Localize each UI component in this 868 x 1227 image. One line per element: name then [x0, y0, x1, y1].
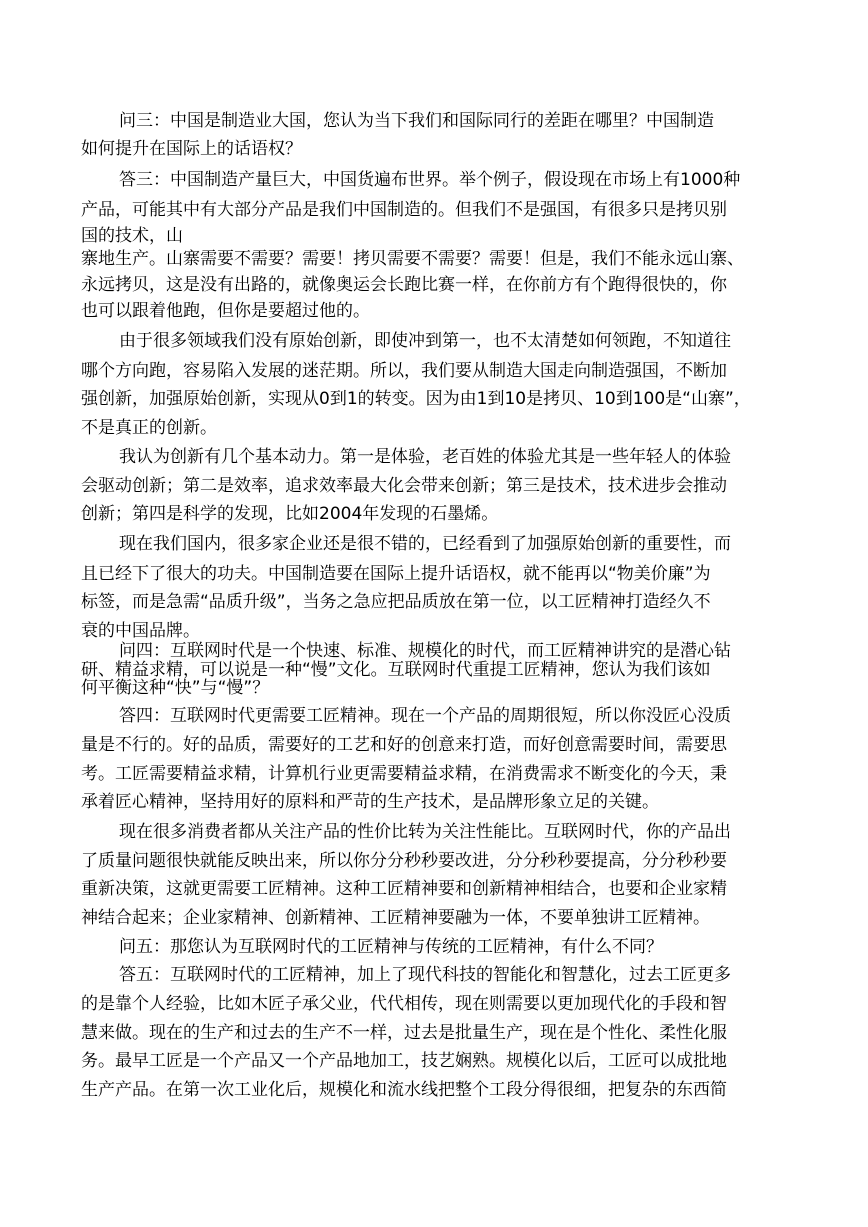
text-line: 答四：互联网时代更需要工匠精神。现在一个产品的周期很短，所以你没匠心没质	[119, 706, 731, 726]
text-line: 由于很多领域我们没有原始创新，即使冲到第一，也不太清楚如何领跑，不知道往	[119, 331, 731, 351]
text-line: 创新；第四是科学的发现，比如2004年发现的石墨烯。	[81, 504, 499, 524]
text-line: 衰的中国品牌。	[81, 621, 200, 641]
text-line: 如何提升在国际上的话语权？	[81, 139, 302, 159]
text-line: 产品，可能其中有大部分产品是我们中国制造的。但我们不是强国，有很多只是拷贝别	[81, 200, 727, 220]
text-line: 了质量问题很快就能反映出来，所以你分分秒秒要改进，分分秒秒要提高，分分秒秒要	[81, 851, 727, 871]
text-line: 也可以跟着他跑，但你是要超过他的。	[81, 301, 370, 321]
text-line: 考。工匠需要精益求精，计算机行业更需要精益求精，在消费需求不断变化的今天，秉	[81, 764, 727, 784]
text-line: 答五：互联网时代的工匠精神，加上了现代科技的智能化和智慧化，过去工匠更多	[119, 965, 731, 985]
text-line: 生产产品。在第一次工业化后，规模化和流水线把整个工段分得很细，把复杂的东西简	[81, 1080, 727, 1100]
text-line: 国的技术，山	[81, 226, 183, 246]
text-line: 量是不行的。好的品质，需要好的工艺和好的创意来打造，而好创意需要时间，需要思	[81, 735, 727, 755]
text-line: 强创新，加强原始创新，实现从0到1的转变。因为由1到10是拷贝、10到100是“山寨”，	[81, 389, 751, 409]
text-line: 现在很多消费者都从关注产品的性价比转为关注性能比。互联网时代，你的产品出	[119, 822, 731, 842]
text-line: 我认为创新有几个基本动力。第一是体验，老百姓的体验尤其是一些年轻人的体验	[119, 447, 731, 467]
text-line: 问四：互联网时代是一个快速、标准、规模化的时代，而工匠精神讲究的是潜心钻	[119, 641, 731, 661]
text-line: 承着匠心精神，坚持用好的原料和严苛的生产技术，是品牌形象立足的关键。	[81, 792, 659, 812]
text-line: 神结合起来；企业家精神、创新精神、工匠精神要融为一体，不要单独讲工匠精神。	[81, 908, 710, 928]
text-line: 现在我们国内，很多家企业还是很不错的，已经看到了加强原始创新的重要性，而	[119, 534, 731, 554]
text-line: 问三：中国是制造业大国，您认为当下我们和国际同行的差距在哪里？中国制造	[119, 111, 714, 131]
text-line: 何平衡这种“快”与“慢”？	[81, 678, 270, 698]
text-line: 研、精益求精，可以说是一种“慢”文化。互联网时代重提工匠精神，您认为我们该如	[81, 660, 711, 680]
text-line: 标签，而是急需“品质升级”，当务之急应把品质放在第一位，以工匠精神打造经久不	[81, 592, 711, 612]
text-line: 慧来做。现在的生产和过去的生产不一样，过去是批量生产，现在是个性化、柔性化服	[81, 1023, 727, 1043]
text-line: 答三：中国制造产量巨大，中国货遍布世界。举个例子，假设现在市场上有1000种	[119, 170, 741, 190]
text-line: 哪个方向跑，容易陷入发展的迷茫期。所以，我们要从制造大国走向制造强国，不断加	[81, 361, 727, 381]
text-line: 永远拷贝，这是没有出路的，就像奥运会长跑比赛一样，在你前方有个跑得很快的，你	[81, 275, 727, 295]
text-line: 寨地生产。山寨需要不需要？需要！拷贝需要不需要？需要！但是，我们不能永远山寨、	[81, 249, 744, 269]
text-line: 问五：那您认为互联网时代的工匠精神与传统的工匠精神，有什么不同？	[119, 937, 663, 957]
text-line: 重新决策，这就更需要工匠精神。这种工匠精神要和创新精神相结合，也要和企业家精	[81, 879, 727, 899]
text-line: 不是真正的创新。	[81, 418, 217, 438]
text-line: 且已经下了很大的功夫。中国制造要在国际上提升话语权，就不能再以“物美价廉”为	[81, 564, 711, 584]
text-line: 的是靠个人经验，比如木匠子承父业，代代相传，现在则需要以更加现代化的手段和智	[81, 994, 727, 1014]
text-line: 会驱动创新；第二是效率，追求效率最大化会带来创新；第三是技术，技术进步会推动	[81, 476, 727, 496]
text-line: 务。最早工匠是一个产品又一个产品地加工，技艺娴熟。规模化以后，工匠可以成批地	[81, 1051, 727, 1071]
